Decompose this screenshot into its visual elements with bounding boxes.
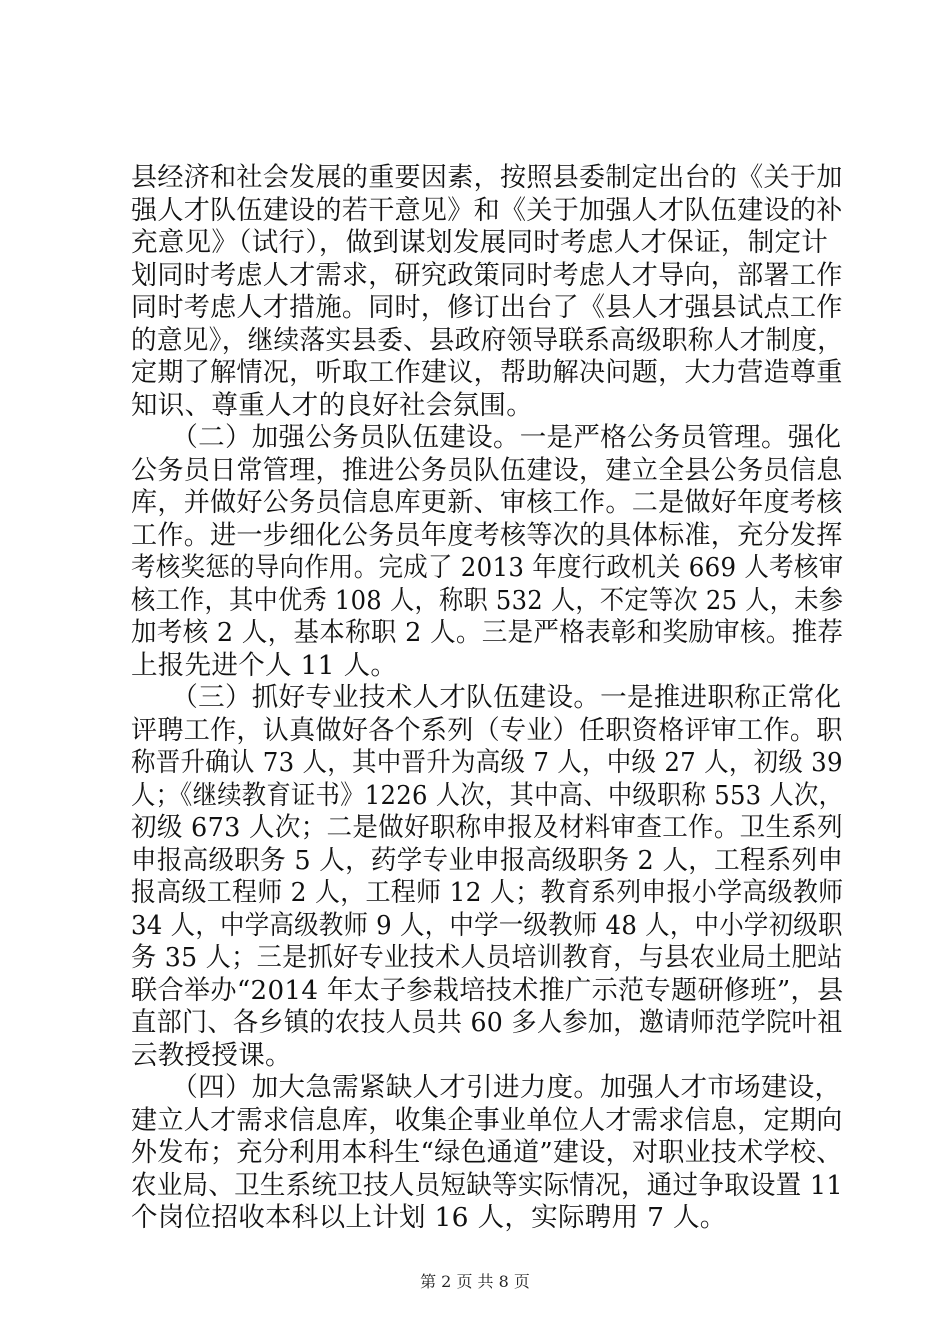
- text-line: 定期了解情况，听取工作建议，帮助解决问题，大力营造尊重: [131, 357, 843, 388]
- text-line: 称晋升确认 73 人，其中晋升为高级 7 人，中级 27 人，初级 39: [131, 747, 843, 778]
- text-line: 加考核 2 人，基本称职 2 人。三是严格表彰和奖励审核。推荐: [131, 617, 844, 648]
- text-line: 申报高级职务 5 人，药学专业申报高级职务 2 人，工程系列申: [131, 844, 844, 876]
- text-line: 同时考虑人才措施。同时，修订出台了《县人才强县试点工作: [131, 292, 843, 323]
- text-line: 直部门、各乡镇的农技人员共 60 多人参加，邀请师范学院叶祖: [131, 1007, 843, 1038]
- text-line: （四）加大急需紧缺人才引进力度。加强人才市场建设，: [131, 1072, 842, 1103]
- text-line: 务 35 人；三是抓好专业技术人员培训教育，与县农业局土肥站: [131, 942, 843, 973]
- text-line: 库，并做好公务员信息库更新、审核工作。二是做好年度考核: [131, 487, 843, 518]
- text-line: 农业局、卫生系统卫技人员短缺等实际情况，通过争取设置 11: [131, 1169, 843, 1201]
- text-line: 个岗位招收本科以上计划 16 人，实际聘用 7 人。: [131, 1202, 727, 1233]
- text-line: 县经济和社会发展的重要因素，按照县委制定出台的《关于加: [131, 162, 843, 193]
- document-body: [131, 162, 844, 1235]
- text-line: 考核奖惩的导向作用。完成了 2013 年度行政机关 669 人考核审: [131, 552, 844, 583]
- text-line: 知识、尊重人才的良好社会氛围。: [131, 389, 533, 421]
- text-line: 核工作，其中优秀 108 人，称职 532 人，不定等次 25 人，未参: [131, 584, 844, 616]
- text-line: 初级 673 人次；二是做好职称申报及材料审查工作。卫生系列: [131, 812, 843, 843]
- text-line: 联合举办“2014 年太子参栽培技术推广示范专题研修班”，县: [131, 974, 844, 1006]
- text-line: 34 人，中学高级教师 9 人，中学一级教师 48 人，中小学初级职: [131, 909, 843, 941]
- text-line: 评聘工作，认真做好各个系列（专业）任职资格评审工作。职: [131, 714, 843, 746]
- text-line: 的意见》，继续落实县委、县政府领导联系高级职称人才制度，: [131, 324, 844, 356]
- text-line: 公务员日常管理，推进公务员队伍建设，建立全县公务员信息: [131, 454, 843, 486]
- text-line: 建立人才需求信息库，收集企事业单位人才需求信息，定期向: [131, 1104, 843, 1136]
- text-line: 上报先进个人 11 人。: [131, 649, 398, 681]
- text-line: （二）加强公务员队伍建设。一是严格公务员管理。强化: [131, 422, 842, 453]
- text-line: （三）抓好专业技术人才队伍建设。一是推进职称正常化: [131, 682, 842, 713]
- text-line: 划同时考虑人才需求，研究政策同时考虑人才导向，部署工作: [131, 259, 843, 291]
- text-line: 云教授授课。: [131, 1039, 292, 1071]
- text-line: 强人才队伍建设的若干意见》和《关于加强人才队伍建设的补: [131, 194, 843, 226]
- text-line: 充意见》（试行），做到谋划发展同时考虑人才保证，制定计: [131, 227, 829, 258]
- text-line: 人；《继续教育证书》1226 人次，其中高、中级职称 553 人次，: [131, 779, 844, 811]
- text-line: 工作。进一步细化公务员年度考核等次的具体标准，充分发挥: [131, 519, 843, 551]
- text-line: 报高级工程师 2 人，工程师 12 人；教育系列申报小学高级教师: [131, 877, 844, 908]
- text-line: 外发布；充分利用本科生“绿色通道”建设，对职业技术学校、: [131, 1137, 843, 1168]
- page-footer: 第 2 页 共 8 页: [420, 1272, 530, 1291]
